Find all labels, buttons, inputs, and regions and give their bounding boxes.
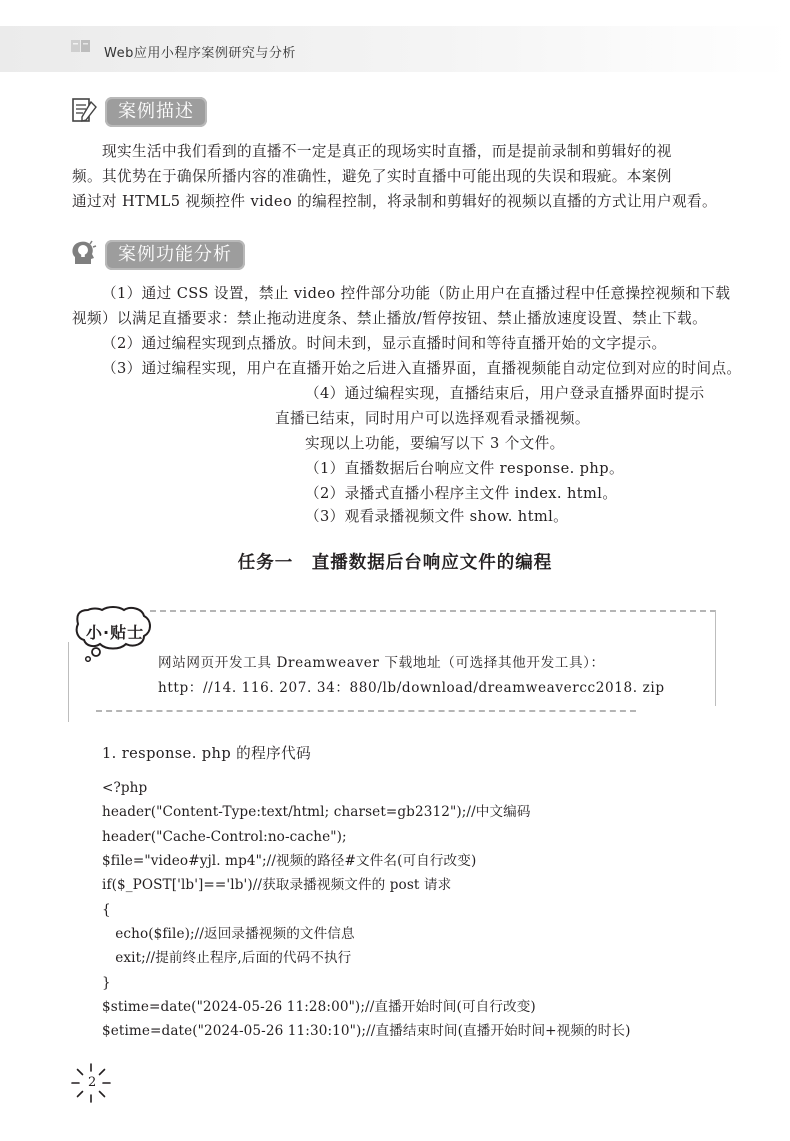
tip-right-border: [715, 610, 716, 706]
code-line: }: [102, 975, 111, 991]
code-section-heading: 1. response. php 的程序代码: [102, 745, 312, 762]
code-line: <?php: [102, 780, 148, 796]
tip-label: 小·贴士: [86, 623, 145, 642]
tip-line: 网站网页开发工具 Dreamweaver 下载地址（可选择其他开发工具）：: [158, 655, 605, 671]
analysis-line: （1）直播数据后台响应文件 response. php。: [305, 460, 624, 477]
code-line: $stime=date("2024-05-26 11:28:00");//直播开始时间(可自行改变): [102, 999, 536, 1015]
analysis-line: （3）通过编程实现，用户在直播开始之后进入直播界面，直播视频能自动定位到对应的时间点。: [102, 360, 742, 377]
analysis-line: 直播已结束，同时用户可以选择观看录播视频。: [275, 410, 590, 427]
analysis-line: （4）通过编程实现，直播结束后，用户登录直播界面时提示: [305, 385, 705, 402]
tip-link-text: http：//14. 116. 207. 34：880/lb/download/dreamweavercc2018. zip: [158, 680, 665, 696]
code-line: $file="video#yjl. mp4";//视频的路径#文件名(可自行改变): [102, 853, 477, 869]
code-line: {: [102, 902, 111, 918]
page-number: 2: [88, 1075, 97, 1090]
section-label-analysis: 案例功能分析: [105, 240, 245, 270]
description-line: 现实生活中我们看到的直播不一定是真正的现场实时直播，而是提前录制和剪辑好的视: [102, 143, 672, 160]
tip-bottom-border: [96, 710, 636, 712]
code-line: header("Content-Type:text/html; charset=gb2312");//中文编码: [102, 804, 531, 820]
analysis-line: （2）录播式直播小程序主文件 index. html。: [305, 485, 618, 502]
analysis-line: （2）通过编程实现到点播放。时间未到，显示直播时间和等待直播开始的文字提示。: [102, 335, 667, 352]
book-logo-icon: [70, 38, 92, 54]
analysis-line: （1）通过 CSS 设置，禁止 video 控件部分功能（防止用户在直播过程中任意操控视频和下载: [102, 285, 731, 302]
code-line: $etime=date("2024-05-26 11:30:10");//直播结束时间(直播开始时间+视频的时长): [102, 1023, 631, 1039]
lightbulb-head-icon: [69, 238, 99, 268]
code-line: echo($file);//返回录播视频的文件信息: [102, 926, 355, 942]
tip-top-border: [150, 610, 716, 612]
running-header-title: Web应用小程序案例研究与分析: [104, 46, 296, 61]
section-label-description: 案例描述: [105, 97, 207, 127]
code-line: exit;//提前终止程序,后面的代码不执行: [102, 950, 352, 966]
analysis-line: 实现以上功能，要编写以下 3 个文件。: [305, 435, 565, 452]
code-line: header("Cache-Control:no-cache");: [102, 829, 347, 845]
tip-left-border: [68, 642, 69, 722]
code-line: if($_POST['lb']=='lb')//获取录播视频文件的 post 请求: [102, 877, 452, 893]
analysis-line: 视频）以满足直播要求：禁止拖动进度条、禁止播放/暂停按钮、禁止播放速度设置、禁止下载。: [72, 310, 708, 327]
task-title: 任务一 直播数据后台响应文件的编程: [237, 553, 553, 573]
description-line: 频。其优势在于确保所播内容的准确性，避免了实时直播中可能出现的失误和瑕疵。本案例: [72, 168, 672, 185]
analysis-line: （3）观看录播视频文件 show. html。: [305, 508, 569, 525]
notepad-pen-icon: [69, 96, 99, 126]
description-line: 通过对 HTML5 视频控件 video 的编程控制，将录制和剪辑好的视频以直播的方式让用户观看。: [72, 193, 717, 210]
